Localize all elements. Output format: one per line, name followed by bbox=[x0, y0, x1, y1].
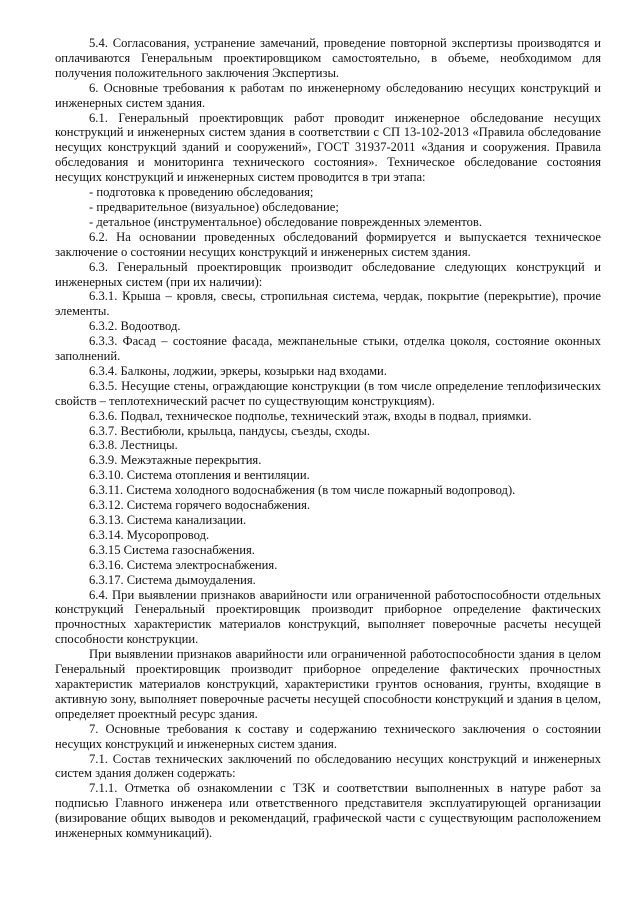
item-6-3-17: 6.3.17. Система дымоудаления. bbox=[89, 572, 256, 587]
paragraph-6-3-5: 6.3.5. Несущие стены, ограждающие конструкции (в том числе определение теплофизических свойств – теплотехнический расчет по существующим конструкциям). bbox=[55, 378, 601, 408]
paragraph-6-3: 6.3. Генеральный проектировщик производит обследование следующих конструкций и инженерных систем (при их наличии): bbox=[55, 259, 601, 289]
item-6-3-4: 6.3.4. Балконы, лоджии, эркеры, козырьки над входами. bbox=[89, 363, 387, 378]
item-6-3-11: 6.3.11. Система холодного водоснабжения (в том числе пожарный водопровод). bbox=[89, 483, 516, 498]
item-6-3-10: 6.3.10. Система отопления и вентиляции. bbox=[89, 468, 310, 483]
paragraph-7-1: 7.1. Состав технических заключений по обследованию несущих конструкций и инженерных систем здания должен содержать: bbox=[55, 751, 601, 781]
item-6-3-6: 6.3.6. Подвал, техническое подполье, технический этаж, входы в подвал, приямки. bbox=[89, 408, 532, 423]
list-item-stage-1: - подготовка к проведению обследования; bbox=[89, 185, 314, 200]
item-6-3-9: 6.3.9. Межэтажные перекрытия. bbox=[89, 453, 262, 468]
item-6-3-16: 6.3.16. Система электроснабжения. bbox=[89, 557, 278, 572]
list-item-stage-3: - детальное (инструментальное) обследование поврежденных элементов. bbox=[89, 214, 482, 229]
item-6-3-13: 6.3.13. Система канализации. bbox=[89, 513, 247, 527]
paragraph-6-4-building: При выявлении признаков аварийности или ограниченной работоспособности здания в целом Генеральный проектировщик производит приборное определение фактических прочностных характеристик материалов конструкций, характеристики грунтов основания, грунты, входящие в активную зону, выполняет поверочные расчеты несущей способности конструкций и здания в целом, определяет проектный ресурс здания. bbox=[55, 647, 601, 721]
heading-7: 7. Основные требования к составу и содержанию технического заключения о состоянии несущих конструкций и инженерных систем здания. bbox=[55, 721, 601, 751]
item-6-3-2: 6.3.2. Водоотвод. bbox=[89, 319, 181, 334]
item-6-3-7: 6.3.7. Вестибюли, крыльца, пандусы, съезды, сходы. bbox=[89, 423, 371, 438]
paragraph-6-3-1: 6.3.1. Крыша – кровля, свесы, стропильная система, чердак, покрытие (перекрытие), прочие элементы. bbox=[55, 289, 601, 319]
paragraph-7-1-1: 7.1.1. Отметка об ознакомлении с ТЗК и соответствии выполненных в натуре работ за подписью Главного инженера или ответственного представителя эксплуатирующей организации (визирование общих выводов и рекомендаций, графической части с существующим расположением инженерных коммуникаций). bbox=[55, 781, 601, 841]
document-page bbox=[55, 36, 601, 841]
paragraph-6-2: 6.2. На основании проведенных обследований формируется и выпускается техническое заключение о состоянии несущих конструкций и инженерных систем здания. bbox=[55, 229, 601, 259]
paragraph-6-4: 6.4. При выявлении признаков аварийности или ограниченной работоспособности отдельных конструкций Генеральный проектировщик производит приборное определение фактических прочностных характеристик материалов конструкций, выполняет поверочные расчеты несущей способности конструкции. bbox=[55, 587, 601, 647]
item-6-3-15: 6.3.15 Система газоснабжения. bbox=[89, 542, 255, 557]
paragraph-5-4: 5.4. Согласования, устранение замечаний, проведение повторной экспертизы производятся и оплачиваются Генеральным проектировщиком самостоятельно, в объеме, необходимом для получения положительного заключения Экспертизы. bbox=[55, 36, 601, 80]
list-item-stage-2: - предварительное (визуальное) обследование; bbox=[89, 199, 339, 214]
paragraph-6-3-3: 6.3.3. Фасад – состояние фасада, межпанельные стыки, отделка цоколя, состояние оконных заполнений. bbox=[55, 334, 601, 364]
item-6-3-12: 6.3.12. Система горячего водоснабжения. bbox=[89, 498, 311, 513]
item-6-3-8: 6.3.8. Лестницы. bbox=[89, 438, 178, 453]
heading-6: 6. Основные требования к работам по инженерному обследованию несущих конструкций и инженерных систем здания. bbox=[55, 80, 601, 110]
paragraph-6-1: 6.1. Генеральный проектировщик работ проводит инженерное обследование несущих конструкций и инженерных систем здания в соответствии с СП 13-102-2013 «Правила обследование несущих конструкций зданий и сооружений», ГОСТ 31937-2011 «Здания и сооружения. Правила обследования и мониторинга технического состояния». Техническое обследование состояния несущих конструкций и инженерных систем проводится в три этапа: bbox=[55, 110, 601, 185]
item-6-3-14: 6.3.14. Мусоропровод. bbox=[89, 527, 210, 542]
